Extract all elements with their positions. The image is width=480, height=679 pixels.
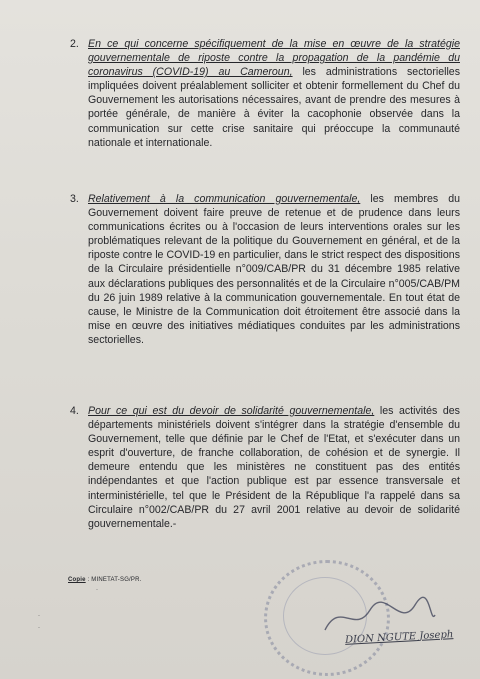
paragraph-item bbox=[70, 192, 460, 347]
paragraph-number: 2. bbox=[70, 38, 79, 50]
paragraph-text bbox=[88, 37, 460, 150]
paragraph-text bbox=[88, 404, 460, 531]
paragraph-text bbox=[88, 192, 460, 347]
margin-mark: · bbox=[38, 625, 40, 631]
paragraph-body: les administrations sectorielles impliquées doivent préalablement solliciter et obtenir formellement du Chef du Gouvernement les autorisations nécessaires, avant de prendre des mesures à portée générale, de manière à éviter la cacophonie observée dans la communication sur cette crise sanitaire qui préoccupe la communauté nationale et internationale. bbox=[88, 66, 460, 149]
paragraph-body: les activités des départements ministériels doivent s'intégrer dans la stratégie d'ensemble du Gouvernement, telle que définie par le Chef de l'Etat, et s'exécuter dans un esprit d'ouverture, de franche collaboration, de cohésion et de synergie. Il demeure entendu que les ministères ne constituent pas des entités indépendantes et que l'action publique est par essence transversale et interministérielle, tel que le Président de la République l'a rappelé dans sa Circulaire n°002/CAB/PR du 27 avril 2001 relative au devoir de solidarité gouvernementale.- bbox=[88, 405, 460, 530]
signature-surname: DION NGUTE bbox=[344, 631, 417, 646]
paragraph-body: les membres du Gouvernement doivent faire preuve de retenue et de prudence dans leurs communications écrites ou à l'occasion de leurs interventions orales sur les problématiques relevant de la politique du Gouvernement en général, et de la riposte contre le COVID-19 en particulier, dans le strict respect des dispositions de la Circulaire présidentielle n°009/CAB/PR du 31 décembre 1985 relative aux déclarations publiques des personnalités et de la Circulaire n°005/CAB/PM du 26 juin 1989 relative à la communication gouvernementale. En tout état de cause, le Ministre de la Communication doit étroitement être associé dans la mise en œuvre des initiatives médiatiques conduites par les administrations sectorielles. bbox=[88, 193, 460, 346]
signature-firstnames: Joseph bbox=[419, 629, 454, 642]
copy-line bbox=[68, 577, 142, 583]
copy-recipients: : MINETAT-SG/PR. bbox=[87, 577, 142, 583]
paragraph-lead: Pour ce qui est du devoir de solidarité gouvernementale, bbox=[88, 405, 375, 417]
paragraph-lead: Relativement à la communication gouvernementale, bbox=[88, 193, 361, 205]
paragraph-item bbox=[70, 404, 460, 531]
margin-mark: · bbox=[38, 613, 40, 619]
paragraph-number: 3. bbox=[70, 193, 79, 205]
paragraph-number: 4. bbox=[70, 405, 79, 417]
paragraph-item bbox=[70, 37, 460, 150]
margin-mark: · bbox=[96, 587, 98, 593]
copy-label: Copie bbox=[68, 577, 86, 583]
paragraph-lead: En ce qui concerne spécifiquement de la mise en œuvre de la stratégie gouvernementale de riposte contre la propagation de la pandémie du coronavirus (COVID-19) au Cameroun, bbox=[88, 38, 460, 79]
